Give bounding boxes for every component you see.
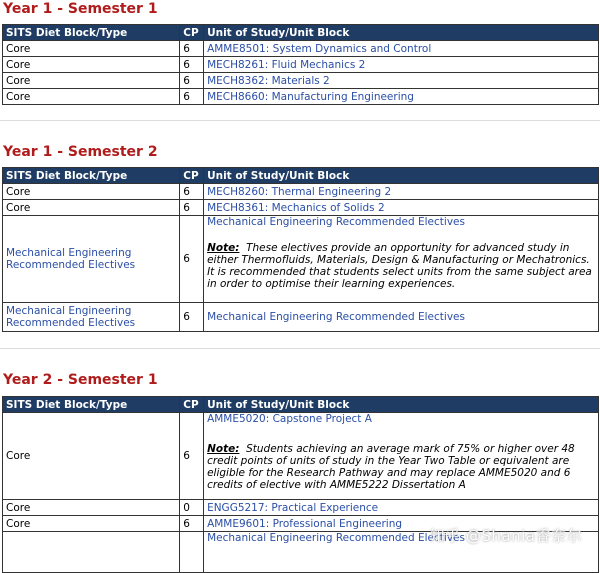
table-header-row <box>3 168 599 184</box>
unit-link[interactable]: MECH8660: Manufacturing Engineering <box>207 90 414 103</box>
section-year1-sem1 <box>0 0 600 105</box>
table-row <box>3 413 599 500</box>
table-row <box>3 303 599 332</box>
row-cp: 6 <box>180 413 204 500</box>
unit-link[interactable]: Mechanical Engineering Recommended Electives <box>207 216 465 228</box>
unit-link[interactable]: AMME9601: Professional Engineering <box>207 517 403 530</box>
header-type: SITS Diet Block/Type <box>3 25 180 41</box>
table-row <box>3 41 599 57</box>
table-row <box>3 57 599 73</box>
units-table <box>2 24 599 105</box>
table-row <box>3 73 599 89</box>
table-header-row <box>3 25 599 41</box>
row-type: Core <box>3 57 180 73</box>
row-type: Core <box>3 41 180 57</box>
header-type: SITS Diet Block/Type <box>3 397 180 413</box>
section-title: Year 1 - Semester 2 <box>3 144 158 160</box>
header-unit: Unit of Study/Unit Block <box>204 25 599 41</box>
section-year1-sem2 <box>0 143 600 332</box>
units-table <box>2 396 599 573</box>
row-cp: 6 <box>180 516 204 532</box>
capstone-note <box>207 443 595 491</box>
divider <box>0 348 600 349</box>
note-text: These electives provide an opportunity for advanced study in either Thermofluids, Materials, Design & Manufacturing or Mechatronics. It is recommended that students select units from the same subject area in order to optimise their learning experiences. <box>207 242 592 290</box>
unit-link[interactable]: MECH8362: Materials 2 <box>207 74 330 87</box>
section-title: Year 2 - Semester 1 <box>3 372 158 388</box>
elective-note <box>207 242 595 290</box>
row-cp: 6 <box>180 200 204 216</box>
row-type: Core <box>3 200 180 216</box>
header-cp: CP <box>180 168 204 184</box>
table-row <box>3 200 599 216</box>
header-cp: CP <box>180 25 204 41</box>
table-row <box>3 184 599 200</box>
unit-link[interactable]: MECH8361: Mechanics of Solids 2 <box>207 201 385 214</box>
table-row <box>3 216 599 303</box>
elective-type-link[interactable]: Mechanical Engineering Recommended Electives <box>6 305 136 329</box>
row-cp: 0 <box>180 500 204 516</box>
row-type: Core <box>3 413 180 500</box>
watermark: 知乎 @Shania香奈尔 <box>429 527 582 545</box>
row-cp: 6 <box>180 216 204 303</box>
header-type: SITS Diet Block/Type <box>3 168 180 184</box>
elective-type-link[interactable]: Mechanical Engineering Recommended Electives <box>6 247 136 271</box>
header-unit: Unit of Study/Unit Block <box>204 397 599 413</box>
row-cp: 6 <box>180 89 204 105</box>
row-cp: 6 <box>180 303 204 332</box>
table-row <box>3 500 599 516</box>
row-type: Core <box>3 516 180 532</box>
unit-link[interactable]: Mechanical Engineering Recommended Electives <box>207 311 465 323</box>
unit-link[interactable]: AMME5020: Capstone Project A <box>207 413 372 425</box>
note-label: Note: <box>207 242 240 254</box>
note-text: Students achieving an average mark of 75% or higher over 48 credit points of units of study in the Year Two Table or equivalent are eligible for the Research Pathway and may replace AMME5020 and 6 credits of elective with AMME5222 Dissertation A <box>207 443 575 491</box>
row-cp: 6 <box>180 73 204 89</box>
row-type: Core <box>3 89 180 105</box>
table-row <box>3 89 599 105</box>
row-type: Core <box>3 73 180 89</box>
row-cp: 6 <box>180 57 204 73</box>
table-header-row <box>3 397 599 413</box>
unit-link[interactable]: Mechanical Engineering Recommended Electives <box>207 532 465 544</box>
row-cp: 6 <box>180 41 204 57</box>
unit-link[interactable]: AMME8501: System Dynamics and Control <box>207 42 432 55</box>
row-type <box>3 532 180 573</box>
section-title: Year 1 - Semester 1 <box>3 1 158 17</box>
row-type: Core <box>3 500 180 516</box>
units-table <box>2 167 599 332</box>
header-cp: CP <box>180 397 204 413</box>
note-label: Note: <box>207 443 240 455</box>
unit-link[interactable]: ENGG5217: Practical Experience <box>207 501 379 514</box>
unit-link[interactable]: MECH8261: Fluid Mechanics 2 <box>207 58 366 71</box>
row-type: Core <box>3 184 180 200</box>
divider <box>0 120 600 121</box>
unit-link[interactable]: MECH8260: Thermal Engineering 2 <box>207 185 392 198</box>
header-unit: Unit of Study/Unit Block <box>204 168 599 184</box>
row-cp: 6 <box>180 184 204 200</box>
row-cp <box>180 532 204 573</box>
